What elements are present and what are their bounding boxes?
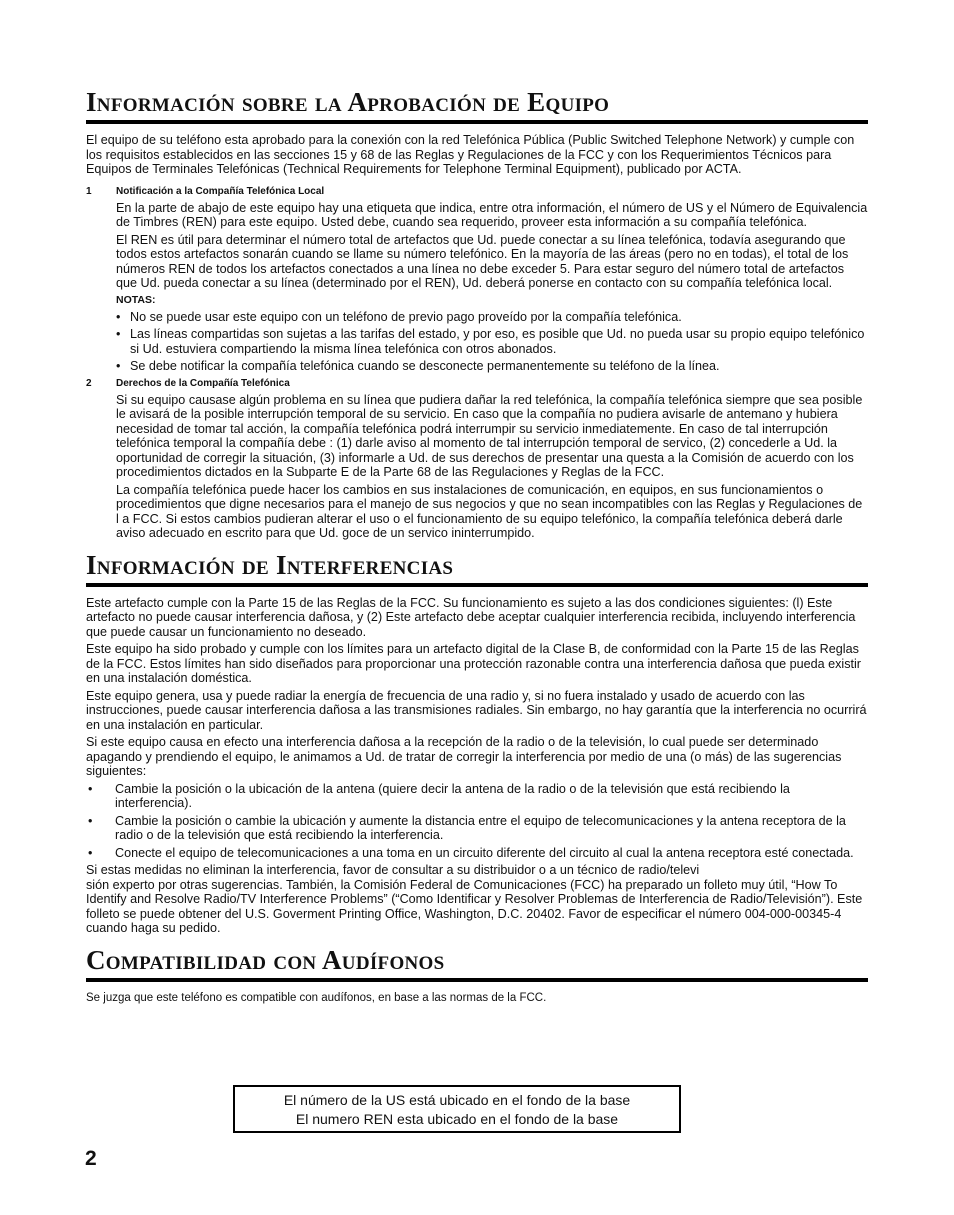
list-item-text: Cambie la posición o la ubicación de la antena (quiere decir la antena de la radio o de la televisión que está recibiendo la interferencia). <box>115 781 790 810</box>
paragraph: En la parte de abajo de este equipo hay una etiqueta que indica, entre otra información, el número de US y el Número de Equivalencia de Timbres (REN) para este equipo. Usted debe, cuando sea requerido, proveer esta información a su compañía telefónica. <box>116 200 868 229</box>
paragraph: Este equipo genera, usa y puede radiar la energía de frecuencia de una radio y, si no fuera instalado y usado de acuerdo con las instrucciones, puede causar interferencia dañosa a las transmisiones radiales. Sin embargo, no hay garantía que la interferencia no ocurrirá en una instalación en particular. <box>86 688 867 732</box>
paragraph: Este artefacto cumple con la Parte 15 de las Reglas de la FCC. Su funcionamiento es sujeto a las dos condiciones siguientes: (l) Este artefacto no puede causar interferencia dañosa, y (2) Este artefacto debe aceptar cualquier interferencia recibida, incluyendo interferencia que puede causar un funcionamiento no deseado. <box>86 595 856 639</box>
list-item <box>86 814 868 843</box>
bullet-icon: • <box>116 327 121 341</box>
paragraph: sión experto por otras sugerencias. También, la Comisión Federal de Comunicaciones (FCC) ha preparado un folleto muy útil, “How To Identify and Resolve Radio/TV Interference Problems” (“Como Identificar y Resolver Problemas de Interferencia de Radio/Televisión”). Este folleto se puede obtener del U.S. Goverment Printing Office, Washington, D.C. 20402. Favor de especificar el número 004-000-00345-4 cuando haga su pedido. <box>86 877 863 935</box>
section-rule <box>86 978 868 982</box>
section-title-hearing-aid: Compatibilidad con Audífonos <box>86 944 445 975</box>
list-item-text: Cambie la posición o cambie la ubicación y aumente la distancia entre el equipo de telecomunicaciones y la antena receptora de la radio o de la televisión que está recibiendo la interferencia. <box>115 813 846 842</box>
list-item <box>116 359 868 374</box>
bullet-icon: • <box>88 781 93 796</box>
subsection-number: 2 <box>86 377 92 389</box>
bullet-icon: • <box>116 359 121 373</box>
label-info-box <box>233 1085 681 1133</box>
section-rule <box>86 583 868 587</box>
page-content <box>86 86 868 1008</box>
section-title-interference: Información de Interferencias <box>86 549 454 580</box>
paragraph: Este equipo ha sido probado y cumple con los límites para un artefacto digital de la Clase B, de conformidad con la Parte 15 de las Reglas de la FCC. Estos límites han sido diseñados para proporcionar una protección razonable contra una interferencia dañosa que pueda existir en una instalación doméstica. <box>86 642 861 685</box>
box-line: El número de la US está ubicado en el fondo de la base <box>283 1092 631 1108</box>
subsection-heading <box>86 377 868 390</box>
bullet-icon: • <box>88 813 93 828</box>
notes-label: NOTAS: <box>116 293 156 306</box>
paragraph: Si su equipo causase algún problema en su línea que pudiera dañar la red telefónica, la compañía telefónica siempre que sea posible le avisará de la posible interrupción temporal de su servicio. En caso que la compañía no pudiera avisarle de antemano y hubiera necesidad de tomar tal acción, la compañía telefónica podrá interrumpir su servicio inmediatemente. En caso de tal interrupción telefónica temporal la compañía debe : (1) darle aviso al momento de tal interrupción temporal de servico, (2) concederle a Ud. la oportunidad de corregir la situación, (3) informarle a Ud. de sus derechos de presentar una questa a la Comisión de acuerdo con los procedimientos dictados en la Subparte E de la Parte 68 de las Regulaciones y Reglas de la FCC. <box>116 392 863 479</box>
subsection-title: Notificación a la Compañía Telefónica Local <box>116 185 325 197</box>
bullet-icon: • <box>116 309 121 324</box>
list-item <box>116 327 868 356</box>
list-item-text: No se puede usar este equipo con un teléfono de previo pago proveído por la compañía telefónica. <box>130 309 682 324</box>
page-number: 2 <box>85 1147 97 1170</box>
suggestions-list <box>86 782 868 861</box>
paragraph: El equipo de su teléfono esta aprobado para la conexión con la red Telefónica Pública (Public Switched Telephone Network) y cumple con los requisitos establecidos en las secciones 15 y 68 de las Reglas y Regulaciones de la FCC y con los Requerimientos Técnicos para Equipos de Terminales Telefónicas (Technical Requirements for Telephone Terminal Equipment), publicado por ACTA. <box>86 133 855 176</box>
section-rule <box>86 120 868 124</box>
box-line: El numero REN esta ubicado en el fondo de la base <box>295 1111 619 1127</box>
subsection-title: Derechos de la Compañía Telefónica <box>116 377 290 389</box>
list-item <box>86 846 868 861</box>
section-title-equipment-approval: Información sobre la Aprobación de Equipo <box>86 87 610 117</box>
list-item-text: Se debe notificar la compañía telefónica cuando se desconecte permanentemente su teléfono de la línea. <box>130 359 720 373</box>
list-item-text: Las líneas compartidas son sujetas a las tarifas del estado, y por eso, es posible que Ud. no pueda usar su propio equipo telefónico si Ud. estuviera compartiendo la misma línea telefónica con otros abonados. <box>130 327 865 356</box>
notes-list <box>86 310 868 374</box>
list-item <box>86 782 868 811</box>
list-item-text: Conecte el equipo de telecomunicaciones a una toma en un circuito diferente del circuito al cual la antena receptora esté conectada. <box>115 845 854 860</box>
paragraph: El REN es útil para determinar el número total de artefactos que Ud. puede conectar a su línea telefónica, todavía asegurando que todos estos artefactos sonarán cuando se llame su número telefónico. En la mayoría de las áreas (pero no en todas), el total de los números REN de todos los artefactos conectados a una línea no debe exceder 5. Para estar seguro del número total de artefactos que Ud. pueda conectar a su línea (determinado por el REN), Ud. deberá ponerse en contacto con su compañía telefónica local. <box>116 232 849 290</box>
paragraph: La compañía telefónica puede hacer los cambios en sus instalaciones de comunicación, en equipos, en sus funcionamientos o procedimientos que digne necesarios para el manejo de sus negocios y que no sean incompatibles con las Reglas y Regulaciones de l a FCC. Si estos cambios pudieran alterar el uso o el funcionamiento de su equipo telefónico, la compañía telefónica deberá darle aviso adecuado en escrito para que Ud. goce de un servico ininterrumpido. <box>116 482 863 540</box>
list-item <box>116 310 868 325</box>
subsection-number: 1 <box>86 185 92 197</box>
subsection-heading <box>86 185 868 198</box>
paragraph: Si estas medidas no eliminan la interferencia, favor de consultar a su distribuidor o a un técnico de radio/televi <box>86 863 700 877</box>
paragraph: Se juzga que este teléfono es compatible con audífonos, en base a las normas de la FCC. <box>86 991 547 1004</box>
bullet-icon: • <box>88 845 93 860</box>
paragraph: Si este equipo causa en efecto una interferencia dañosa a la recepción de la radio o de la televisión, lo cual puede ser determinado apagando y prendiendo el equipo, le animamos a Ud. de tratar de corregir la interferencia por medio de una (o más) de las sugerencias siguientes: <box>86 735 842 778</box>
